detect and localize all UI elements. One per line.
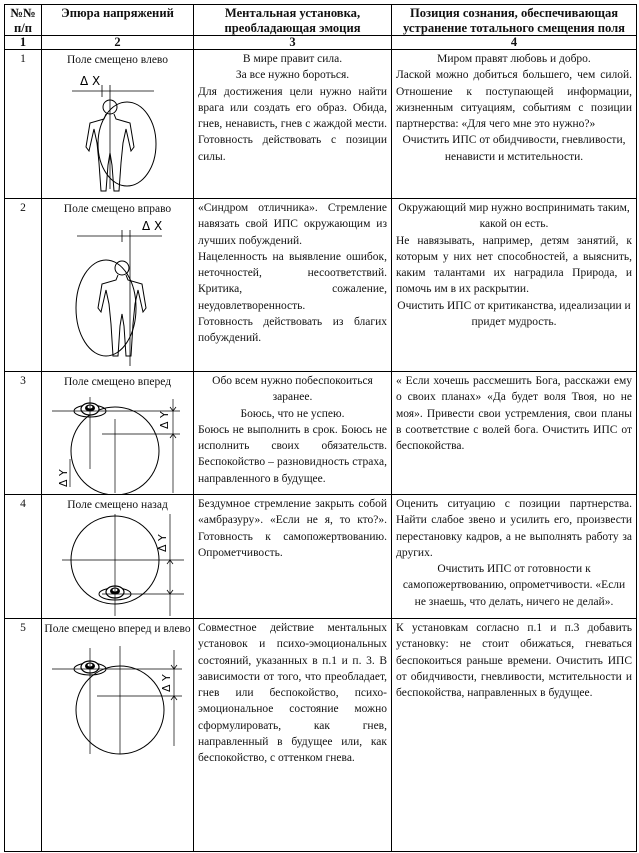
table-header-row — [5, 5, 636, 36]
row-number: 2 — [5, 199, 42, 371]
mental-attitude-cell — [194, 50, 392, 198]
position-cell — [392, 50, 636, 198]
position-cell — [392, 495, 636, 618]
header-stress-diagram: Эпюра напряжений — [42, 5, 194, 35]
position-text: Очистить ИПС от обидчивости, гневливости, ненависти и мстительности. — [402, 134, 626, 163]
delta-y-label: Δ Y — [160, 674, 173, 692]
stress-diagram-table — [4, 4, 637, 852]
column-number: 4 — [510, 36, 518, 49]
diagram-cell — [42, 372, 194, 494]
field-shift-title: Поле смещено вправо — [63, 203, 172, 215]
table-row — [5, 495, 636, 619]
position-text: Очистить ИПС от критиканства, идеализации и придет мудрость. — [397, 299, 631, 329]
position-text: К установкам согласно п.1 и п.3 добавить установку: не стоит обижаться, гневаться беспокоиться раньше времени. Очистить ИПС от обидчивости, гневливости, мстительности и беспокойства, направленных в будущее. — [396, 622, 632, 700]
row-number: 3 — [5, 372, 42, 494]
position-text: Окружающий мир нужно воспринимать таким, какой он есть. — [398, 202, 630, 231]
header-number: №№ п/п — [5, 5, 42, 35]
position-text: « Если хочешь рассмешить Бога, расскажи ему о своих планах» «Да будет воля Твоя, но не моя». Привести свои устремления, свои планы в соответствие с волей бога. Очистить ИПС от беспокойства. — [396, 375, 632, 453]
table-row — [5, 619, 636, 851]
diagram-cell — [42, 495, 194, 618]
diagram-cell — [42, 619, 194, 851]
delta-y-label: Δ Y — [158, 411, 171, 429]
field-shift-title: Поле смещено вперед и влево — [44, 623, 191, 635]
field-shift-title: Поле смещено вперед — [63, 376, 172, 388]
position-cell — [392, 199, 636, 371]
mental-text: Бездумное стремление закрыть собой «амбразуру». «Если не я, то кто?». Готовность к самопожертвованию. Опрометчивость. — [198, 498, 387, 559]
human-figure-icon — [98, 261, 146, 356]
position-text: Миром правят любовь и добро. — [437, 53, 591, 65]
mental-attitude-cell — [194, 199, 392, 371]
mental-text: Обо всем нужно побеспокоиться заранее. — [212, 375, 373, 404]
position-cell — [392, 619, 636, 851]
mental-text: Для достижения цели нужно найти врага или создать его образ. Обида, гнев, ненависть, гнев с жаждой мести. Готовность действовать с позиции силы. — [198, 85, 387, 163]
diagram-cell — [42, 199, 194, 371]
column-number-row — [5, 36, 636, 50]
mental-attitude-cell — [194, 619, 392, 851]
mental-text: Боюсь, что не успею. — [240, 407, 345, 420]
position-text: Очистить ИПС от готовности к самопожертвованию, опрометчивости. «Если не знаешь, что делать, ничего не делай». — [402, 563, 626, 608]
column-number: 1 — [5, 36, 42, 49]
mental-text: «Синдром отличника». Стремление навязать свой ИПС окружающим из лучших побуждений. — [198, 202, 387, 247]
delta-x-label: Δ X — [142, 219, 163, 233]
mental-text: В мире правит сила. — [242, 53, 343, 65]
header-mental-attitude: Ментальная установка, преобладающая эмоция — [194, 5, 392, 35]
field-right-diagram — [42, 216, 192, 371]
table-row — [5, 372, 636, 495]
row-number: 5 — [5, 619, 42, 851]
mental-attitude-cell — [194, 372, 392, 494]
mental-text: Боюсь не выполнить в срок. Боюсь не исполнить своих обязательств. Беспокойство – разновидность страха, направленного в будущее. — [198, 423, 387, 485]
position-text: Оценить ситуацию с позиции партнерства. Найти слабое звено и усилить его, произвести перестановку кадров, а не выполнять работу за других. — [396, 498, 632, 559]
field-forward-diagram — [42, 389, 192, 494]
field-shift-title: Поле смещено влево — [66, 54, 169, 66]
row-number: 4 — [5, 495, 42, 618]
field-left-diagram — [42, 67, 192, 195]
mental-text: Совместное действие ментальных установок и психо-эмоциональных состояний, указанных в п.1 и п. 3. В зависимости от того, что преобладает, гнев или беспокойство, психо-эмоциональное состояние можно сформулировать, как гнев, направленный в будущее или, как беспокойство, с оттенком гнева. — [198, 622, 387, 765]
row-number: 1 — [5, 50, 42, 198]
table-row — [5, 199, 636, 372]
field-shift-title: Поле смещено назад — [67, 499, 168, 511]
delta-y-label: Δ Y — [156, 534, 169, 552]
column-number: 3 — [194, 36, 392, 49]
column-number: 2 — [42, 36, 194, 49]
diagram-cell — [42, 50, 194, 198]
position-cell — [392, 372, 636, 494]
position-text: Лаской можно добиться большего, чем силой. Отношение к поступающей информации, жизненным ситуациям, событиям с позиции партнерства: «Для чего мне это нужно?» — [396, 69, 632, 131]
mental-text: Готовность действовать из благих побуждений. — [198, 316, 387, 345]
header-consciousness-position: Позиция сознания, обеспечивающая устранение тотального смещения поля — [403, 6, 625, 35]
field-backward-diagram — [42, 512, 192, 618]
position-text: Не навязывать, например, детям занятий, к которым у них нет способностей, а выяснить, каким талантами их наградила Природа, и помочь им в их раскрытии. — [396, 234, 632, 296]
mental-text: За все нужно бороться. — [235, 69, 350, 82]
mental-text: Нацеленность на выявление ошибок, неточностей, несоответствий. Критика, сожаление, неудовлетворенность. — [198, 250, 387, 312]
mental-attitude-cell — [194, 495, 392, 618]
delta-x-label: Δ X — [80, 74, 101, 88]
delta-y-label: Δ Y — [57, 469, 70, 487]
table-row — [5, 50, 636, 199]
field-forward-left-diagram — [42, 636, 192, 756]
